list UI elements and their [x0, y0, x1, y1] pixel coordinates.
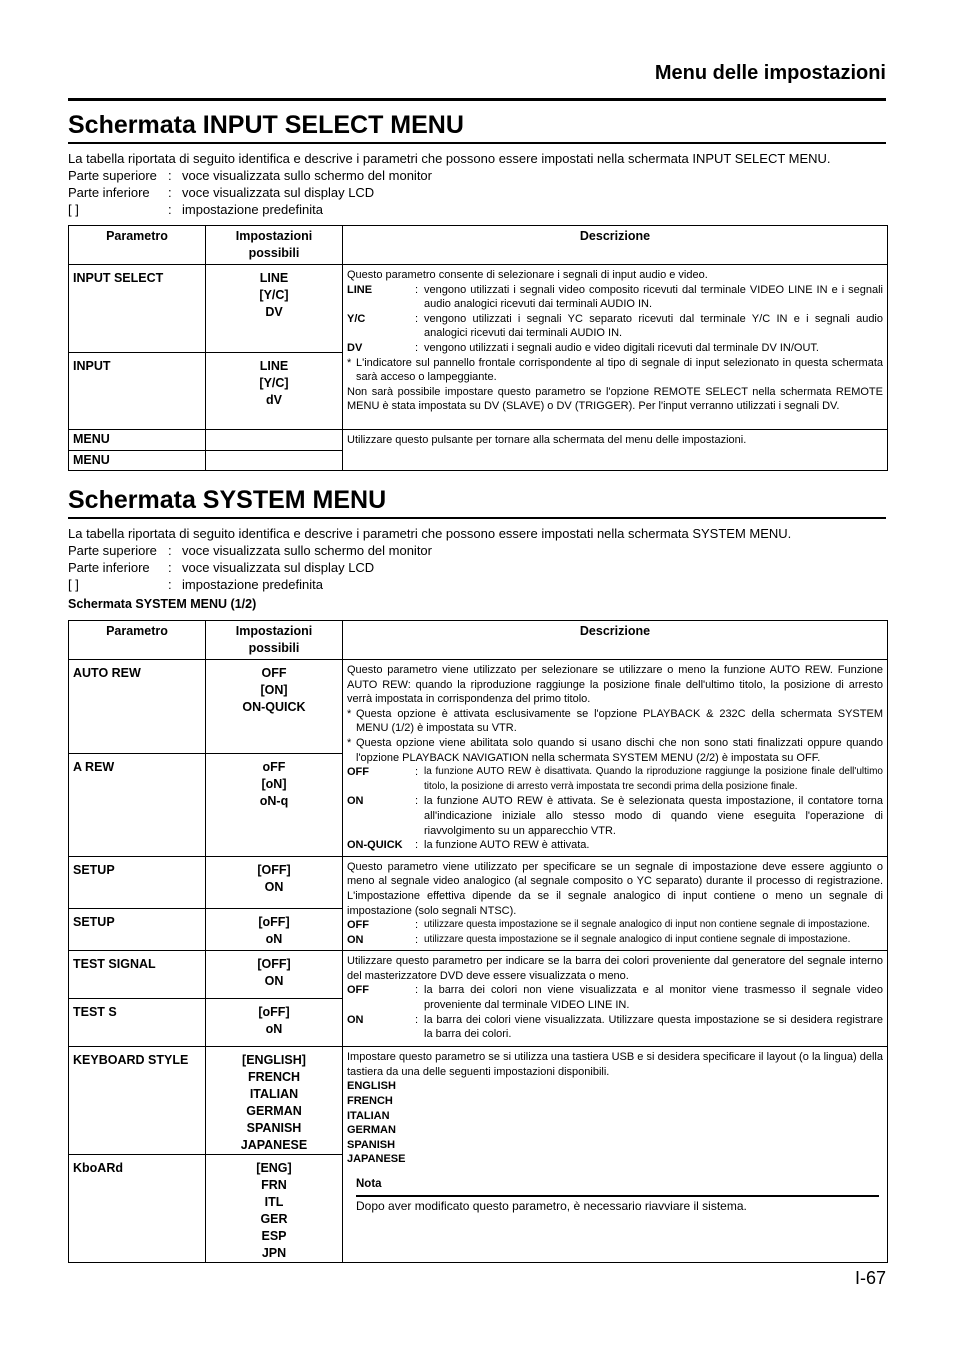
desc-key: ON	[347, 1013, 364, 1026]
param-test-signal: TEST SIGNAL	[69, 951, 206, 999]
nota-box	[356, 1177, 879, 1213]
keyboard-option: ITALIAN	[347, 1109, 390, 1122]
system-menu-title: Schermata SYSTEM MENU	[68, 486, 886, 519]
desc-text: Questo parametro viene utilizzato per selezionare se utilizzare o meno la funzione AUTO REW. Funzione AUTO REW: quando la riproduzione raggiunge la posizione finale dell'ultimo titolo, la posizione di arresto verrà impostata in corrispondenza del primo titolo.	[347, 664, 883, 706]
legend-value: voce visualizzata sullo schermo del monitor	[182, 168, 432, 183]
settings-setup-lcd	[206, 908, 343, 951]
setting-value: FRN	[261, 1178, 287, 1193]
settings-auto-rew	[206, 660, 343, 754]
desc-value: la funzione AUTO REW è attivata.	[424, 839, 590, 852]
legend-colon: :	[168, 168, 172, 183]
system-menu-subtitle: Schermata SYSTEM MENU (1/2)	[68, 597, 257, 611]
setting-value: oN	[265, 931, 283, 946]
desc-key: ON-QUICK	[347, 839, 403, 852]
legend-row	[68, 559, 886, 576]
setting-value: [ON]	[260, 683, 288, 697]
setting-value: ESP	[261, 1229, 287, 1244]
param-a-rew: A REW	[69, 754, 206, 856]
legend-row	[68, 184, 886, 201]
desc-value: vengono utilizzati i segnali video composito ricevuti dal terminale VIDEO LINE IN e i segnali audio analogici ricevuti dai terminali AUDIO IN.	[424, 283, 883, 311]
param-kboard: KboARd	[69, 1155, 206, 1263]
desc-test-signal	[343, 951, 888, 1047]
bullet-text: L'indicatore sul pannello frontale corrispondente al tipo di segnale di input selezionato in questa schermata sarà acceso o lampeggiante.	[356, 356, 883, 384]
desc-item	[347, 918, 883, 933]
input-menu-intro	[68, 150, 886, 218]
desc-colon: :	[415, 283, 419, 296]
desc-colon: :	[415, 341, 419, 354]
keyboard-option: FRENCH	[347, 1095, 393, 1108]
keyboard-option: GERMAN	[347, 1124, 396, 1137]
desc-colon: :	[415, 766, 419, 779]
keyboard-option: SPANISH	[347, 1138, 396, 1151]
desc-keyboard-style	[343, 1047, 888, 1263]
desc-item	[347, 1013, 883, 1042]
desc-item	[347, 794, 883, 838]
bullet-text: Questa opzione è attivata esclusivamente se l'opzione PLAYBACK & 232C della schermata SYSTEM MENU (1/2) è impostata su VTR.	[356, 707, 883, 735]
desc-value: vengono utilizzati i segnali audio e video digitali ricevuti dal terminale DV IN/OUT.	[424, 341, 819, 354]
desc-bullet	[347, 736, 883, 765]
param-test-s: TEST S	[69, 999, 206, 1047]
setting-value: OFF	[261, 666, 287, 680]
desc-item	[347, 838, 883, 853]
legend-row	[68, 201, 886, 218]
intro-text: La tabella riportata di seguito identifica e descrive i parametri che possono essere impostati nella schermata INPUT SELECT MENU.	[68, 151, 831, 166]
desc-text: Questo parametro viene utilizzato per specificare se un segnale di impostazione deve essere aggiunto o meno al segnale video analogico (al segnale composito o YC separato) durante il processo di registrazione. L'impostazione effettiva dipende da se il segnale analogico di input contiene o meno un segnale di impostazione (solo segnali NTSC).	[347, 860, 883, 917]
legend-colon: :	[168, 185, 172, 200]
desc-value: la funzione AUTO REW è attivata. Se è selezionata questa impostazione, il contatore torna all'indicazione iniziale allo stesso modo di quando viene eseguita l'operazione di riavvolgimento su un apparecchio VTR.	[424, 795, 883, 837]
desc-item	[347, 283, 883, 312]
setting-value: [ENG]	[256, 1161, 292, 1176]
bullet-mark: *	[347, 736, 352, 749]
header-rule	[68, 98, 886, 101]
desc-colon: :	[415, 839, 419, 852]
desc-setup	[343, 856, 888, 951]
desc-value: vengono utilizzati i segnali YC separato ricevuti dal terminale Y/C IN e i segnali audio analogici ricevuti dai terminali AUDIO IN.	[424, 312, 883, 340]
desc-item	[347, 312, 883, 341]
setting-value: oN	[265, 1022, 283, 1037]
legend-value: voce visualizzata sullo schermo del monitor	[182, 543, 432, 558]
setting-value: [oFF]	[258, 1005, 290, 1020]
desc-item	[347, 933, 883, 948]
intro-text: La tabella riportata di seguito identifica e descrive i parametri che possono essere impostati nella schermata SYSTEM MENU.	[68, 526, 792, 541]
setting-value: ITALIAN	[249, 1087, 299, 1102]
bullet-mark: *	[347, 356, 352, 369]
page-header-title: Menu delle impostazioni	[654, 62, 886, 84]
setting-value: ON-QUICK	[242, 700, 306, 714]
setting-value: GERMAN	[246, 1104, 302, 1119]
setting-value: [Y/C]	[259, 376, 289, 390]
settings-kboard	[206, 1155, 343, 1263]
col-header-param: Parametro	[69, 621, 206, 660]
setting-value: JPN	[261, 1246, 287, 1261]
legend-key: Parte inferiore	[68, 185, 150, 200]
param-setup: SETUP	[69, 856, 206, 908]
setting-value: FRENCH	[247, 1070, 301, 1085]
legend-value: voce visualizzata sul display LCD	[182, 185, 375, 200]
setting-value: ON	[264, 974, 284, 989]
desc-value: la funzione AUTO REW è disattivata. Quando la riproduzione raggiunge la posizione finale dell'ultimo titolo, la posizione di arresto verrà impostata tre secondi prima della posizione finale.	[424, 766, 883, 792]
desc-key: OFF	[347, 919, 369, 932]
legend-key: Parte inferiore	[68, 560, 150, 575]
desc-value: utilizzare questa impostazione se il segnale analogico di input non contiene segnale di impostazione.	[424, 919, 870, 931]
legend-key: Parte superiore	[68, 543, 157, 558]
desc-bullet	[347, 356, 883, 385]
legend-value: voce visualizzata sul display LCD	[182, 560, 375, 575]
setting-value: oN-q	[259, 794, 289, 809]
col-header-settings: Impostazioni possibili	[206, 621, 343, 660]
param-input: INPUT	[69, 353, 206, 430]
desc-colon: :	[415, 1013, 419, 1026]
param-menu: MENU	[69, 430, 206, 451]
desc-item	[347, 765, 883, 794]
setting-value: [OFF]	[257, 862, 291, 877]
settings-a-rew	[206, 754, 343, 856]
desc-key: OFF	[347, 984, 369, 997]
legend-row	[68, 576, 886, 593]
system-menu-intro	[68, 525, 886, 593]
setting-value: [ENGLISH]	[242, 1053, 306, 1068]
settings-menu-lcd	[206, 451, 343, 471]
col-header-desc: Descrizione	[343, 621, 888, 660]
legend-key: Parte superiore	[68, 168, 157, 183]
legend-row	[68, 167, 886, 184]
settings-menu	[206, 430, 343, 451]
settings-test-signal	[206, 951, 343, 999]
setting-value: JAPANESE	[240, 1138, 308, 1153]
desc-item	[347, 983, 883, 1012]
settings-input	[206, 353, 343, 430]
setting-value: ITL	[264, 1195, 284, 1210]
legend-key: [ ]	[68, 577, 79, 592]
desc-key: OFF	[347, 766, 369, 779]
desc-item	[347, 341, 883, 356]
desc-key: DV	[347, 341, 363, 354]
settings-keyboard-style	[206, 1047, 343, 1155]
col-header-settings: Impostazioni possibili	[206, 226, 343, 265]
param-menu-lcd: MENU	[69, 451, 206, 471]
setting-value: oFF	[262, 760, 286, 775]
desc-colon: :	[415, 795, 419, 808]
setting-value: ON	[264, 879, 284, 894]
input-menu-title: Schermata INPUT SELECT MENU	[68, 111, 886, 144]
desc-text: Utilizzare questo parametro per indicare se la barra dei colori proveniente dal generatore del segnale interno del masterizzatore DVD deve essere visualizzata o meno.	[347, 955, 883, 982]
legend-key: [ ]	[68, 202, 79, 217]
keyboard-option: JAPANESE	[347, 1153, 406, 1166]
desc-colon: :	[415, 919, 419, 932]
desc-menu: Utilizzare questo pulsante per tornare alla schermata del menu delle impostazioni.	[343, 430, 888, 471]
legend-row	[68, 542, 886, 559]
desc-key: LINE	[347, 283, 373, 296]
settings-test-s	[206, 999, 343, 1047]
desc-text: Questo parametro consente di selezionare i segnali di input audio e video.	[347, 269, 708, 281]
desc-key: Y/C	[347, 312, 366, 325]
setting-value: SPANISH	[246, 1121, 302, 1136]
settings-input-select	[206, 265, 343, 353]
setting-value: dV	[266, 393, 282, 407]
settings-setup	[206, 856, 343, 908]
legend-value: impostazione predefinita	[182, 202, 323, 217]
desc-value: utilizzare questa impostazione se il segnale analogico di input contiene segnale di impostazione.	[424, 933, 851, 945]
col-header-desc: Descrizione	[343, 226, 888, 265]
legend-colon: :	[168, 577, 172, 592]
setting-value: [oN]	[261, 777, 287, 792]
desc-note: Non sarà possibile impostare questo parametro se l'opzione REMOTE SELECT nella schermata REMOTE MENU è stata impostata su DV (SLAVE) o DV (TRIGGER). Per l'input verranno utilizzati i segnali DV.	[347, 385, 883, 413]
desc-bullet	[347, 707, 883, 736]
setting-value: DV	[265, 305, 283, 319]
legend-colon: :	[168, 202, 172, 217]
bullet-mark: *	[347, 707, 352, 720]
page-number: I-67	[854, 1268, 886, 1288]
bullet-text: Questa opzione viene abilitata solo quando si usano dischi che non sono stati finalizzati oppure quando l'opzione PLAYBACK NAVIGATION nella schermata SYSTEM MENU (2/2) è impostata su OFF.	[356, 736, 883, 764]
setting-value: LINE	[259, 359, 289, 373]
param-auto-rew: AUTO REW	[69, 660, 206, 754]
desc-key: ON	[347, 795, 364, 808]
param-input-select: INPUT SELECT	[69, 265, 206, 353]
col-header-param: Parametro	[69, 226, 206, 265]
desc-input-select	[343, 265, 888, 430]
setting-value: [OFF]	[257, 957, 291, 972]
system-menu-table	[68, 620, 888, 1263]
legend-colon: :	[168, 543, 172, 558]
desc-value: la barra dei colori non viene visualizzata e al monitor viene trasmesso il segnale video proveniente dal terminale VIDEO LINE IN.	[424, 984, 883, 1012]
keyboard-option: ENGLISH	[347, 1080, 396, 1093]
desc-colon: :	[415, 312, 419, 325]
setting-value: [oFF]	[258, 914, 290, 929]
input-menu-table	[68, 225, 888, 471]
param-setup-lcd: SETUP	[69, 908, 206, 951]
legend-colon: :	[168, 560, 172, 575]
desc-key: ON	[347, 933, 364, 946]
setting-value: [Y/C]	[259, 288, 289, 302]
desc-colon: :	[415, 933, 419, 946]
desc-text: Impostare questo parametro se si utilizza una tastiera USB e si desidera specificare il layout (o la lingua) della tastiera da una delle seguenti impostazioni disponibili.	[347, 1051, 883, 1078]
setting-value: GER	[260, 1212, 288, 1227]
desc-value: la barra dei colori viene visualizzata. Utilizzare questa impostazione se si desidera registrare la barra dei colori.	[424, 1013, 883, 1041]
desc-colon: :	[415, 984, 419, 997]
desc-auto-rew	[343, 660, 888, 857]
nota-body: Dopo aver modificato questo parametro, è necessario riavviare il sistema.	[356, 1198, 747, 1213]
nota-title: Nota	[356, 1177, 879, 1197]
legend-value: impostazione predefinita	[182, 577, 323, 592]
param-keyboard-style: KEYBOARD STYLE	[69, 1047, 206, 1155]
setting-value: LINE	[259, 271, 289, 285]
